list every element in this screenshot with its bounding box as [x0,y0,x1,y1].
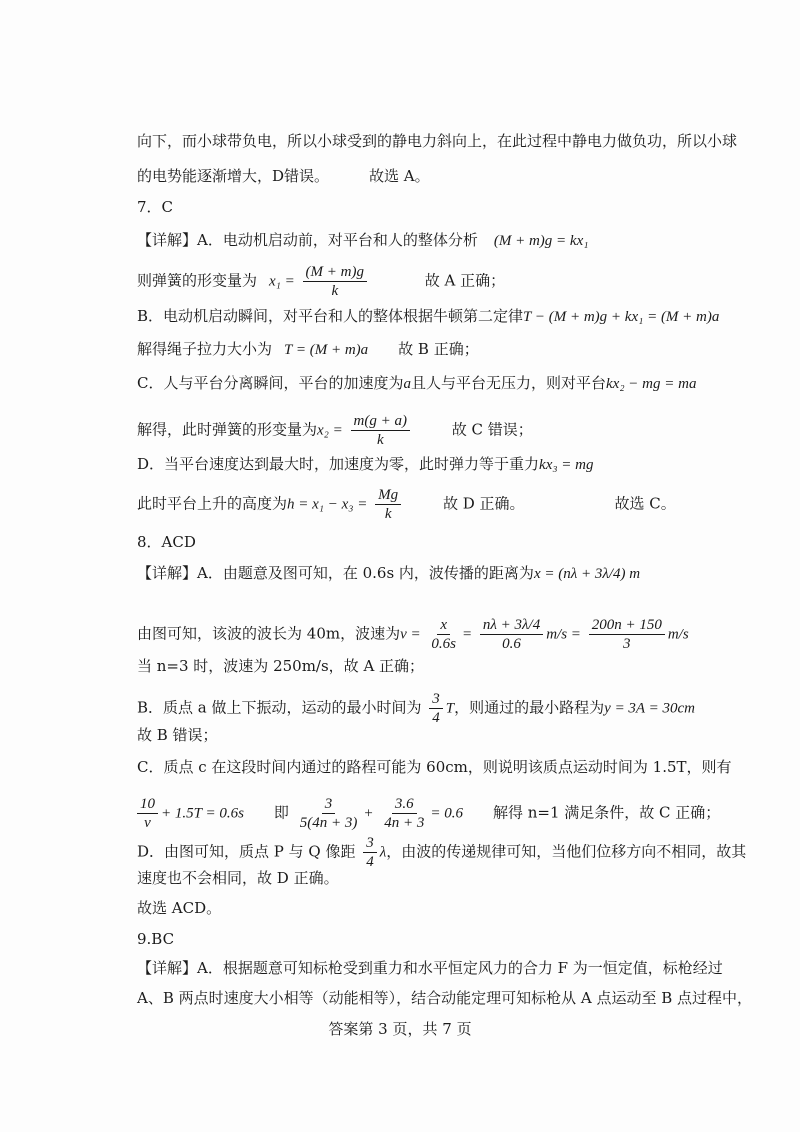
text-line: 解得，此时弹簧的形变量为x₂ = $\frac{m(g + a)}{k}$ 故 C 错误； [137,413,533,448]
text-line: A、B 两点时速度大小相等（动能相等），结合动能定理可知标枪从 A 点运动至 B 点过程中， [137,989,753,1007]
question-7-heading: 7．C [137,198,174,216]
text-line: 故选 ACD。 [137,899,222,917]
fraction: $\frac{n\lambda + 3\lambda/4}{0.6}$ [480,616,543,653]
text-line: 【详解】A．电动机启动前，对平台和人的整体分析 (M + m)g = kx₁ [137,231,589,249]
text-line: 此时平台上升的高度为h = x₁ − x₃ = $\frac{Mg}{k}$ 故 D 正确。 故选 C。 [137,487,676,522]
text-line: 解得绳子拉力大小为 T = (M + m)a 故 B 正确； [137,340,479,358]
text-line: $\frac{10}{v}$ + 1.5T = 0.6s 即 $\frac{3}{5(4n + 3)}$ + $\frac{3.6}{4n + 3}$ = 0.6 解得 n=1 满足条件，故 C 正确； [137,795,720,832]
fraction: $\frac{3}{4}$ [429,690,443,727]
fraction: $\frac{x}{0.6s}$ [431,617,456,652]
text-line: 故 B 错误； [137,726,218,744]
text-line: 则弹簧的形变量为 x₁ = $\frac{(M + m)g}{k}$ 故 A 正确； [137,264,506,299]
text-line: B．质点 a 做上下振动，运动的最小时间为 $\frac{3}{4}$ T，则通过的最小路程为y = 3A = 30cm [137,691,695,726]
fraction: $\frac{(M + m)g}{k}$ [303,263,367,300]
page-footer: 答案第 3 页，共 7 页 [328,1020,472,1038]
text-line: D．当平台速度达到最大时，加速度为零，此时弹力等于重力kx₃ = mg [137,455,594,473]
fraction: $\frac{10}{v}$ [137,795,158,832]
text-line: 当 n=3 时，波速为 250m/s，故 A 正确； [137,657,425,675]
text-line: 速度也不会相同，故 D 正确。 [137,869,339,887]
fraction: $\frac{m(g + a)}{k}$ [351,412,410,449]
question-9-heading: 9.BC [137,930,175,948]
fraction: $\frac{3}{4}$ [363,834,377,871]
fraction: $\frac{Mg}{k}$ [375,486,401,523]
fraction: $\frac{3.6}{4n + 3}$ [384,796,425,831]
fraction: $\frac{200n + 150}{3}$ [589,616,665,653]
text-line: C．质点 c 在这段时间内通过的路程可能为 60cm，则说明该质点运动时间为 1.5T，则有 [137,758,732,776]
text-line: 的电势能逐渐增大，D错误。 故选 A。 [137,167,430,185]
question-8-heading: 8．ACD [137,533,196,551]
fraction: $\frac{3}{5(4n + 3)}$ [299,796,358,831]
text-line: 由图可知，该波的波长为 40m，波速为v = $\frac{x}{0.6s}$ = $\frac{n\lambda + 3\lambda/4}{0.6}$ m/s = $\frac{200n + 150}{3}$ m/s [137,617,689,652]
text-line: 【详解】A．由题意及图可知，在 0.6s 内，波传播的距离为x = (nλ + 3λ/4) m [137,564,641,582]
text-line: 向下，而小球带负电，所以小球受到的静电力斜向上，在此过程中静电力做负功，所以小球 [137,132,738,150]
text-line: 【详解】A．根据题意可知标枪受到重力和水平恒定风力的合力 F 为一恒定值，标枪经过 [137,959,723,977]
text-line: D．由图可知，质点 P 与 Q 像距 $\frac{3}{4}$ λ，由波的传递规律可知，当他们位移方向不相同，故其 [137,835,747,870]
text-line: B．电动机启动瞬间，对平台和人的整体根据牛顿第二定律T − (M + m)g + kx₁ = (M + m)a [137,307,720,325]
text-line: C．人与平台分离瞬间，平台的加速度为a且人与平台无压力，则对平台kx₂ − mg = ma [137,374,697,392]
